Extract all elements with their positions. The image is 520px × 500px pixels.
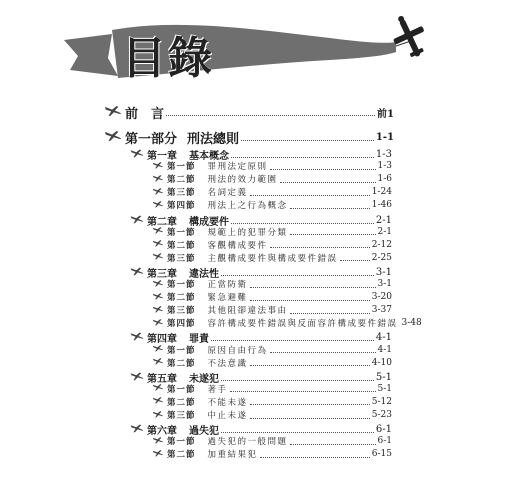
airplane-bullet-icon [104,129,122,146]
entry-title: 加重結果犯 [207,450,258,461]
entry-page: 前1 [377,109,394,120]
entry-page: 6-15 [371,449,392,460]
leader-dots [260,457,370,458]
leader-dots [241,140,374,141]
airplane-bullet-icon [130,148,144,161]
entry-title: 客觀構成要件 [207,240,268,251]
airplane-icon [0,0,520,100]
entry-number: 第四節 [167,319,196,330]
entry-number: 第二節 [167,397,196,408]
entry-title: 基本概念 [189,151,229,162]
entry-title: 名詞定義 [207,188,248,199]
airplane-bullet-icon [130,331,144,344]
airplane-bullet-icon [152,252,164,263]
entry-page: 3-1 [375,266,392,278]
entry-page: 4-1 [375,332,392,344]
entry-number: 第二節 [167,358,196,369]
entry-title: 不法意識 [207,358,248,369]
airplane-bullet-icon [152,292,164,303]
entry-number: 第三節 [167,411,196,421]
airplane-bullet-icon [152,318,164,329]
entry-page: 3-1 [377,279,392,289]
entry-title: 正當防衛 [207,280,248,290]
airplane-bullet-icon [152,174,164,185]
entry-title: 罪刑法定原則 [207,162,268,173]
entry-title: 刑法上之行為概念 [207,201,288,212]
leader-dots [250,404,370,405]
leader-dots [290,208,370,209]
entry-number: 第三節 [167,188,196,199]
leader-dots [250,300,370,301]
airplane-bullet-icon [152,383,164,394]
entry-title: 其他阻卻違法事由 [207,306,288,317]
entry-page: 1-3 [377,161,392,172]
entry-page: 1-1 [375,132,394,143]
entry-page: 4-10 [371,357,392,368]
entry-page: 5-23 [371,410,392,420]
entry-page: 6-1 [377,436,392,447]
entry-title: 不能未遂 [207,397,248,408]
toc-section [152,239,392,251]
entry-page: 2-12 [371,239,392,250]
leader-dots [250,287,376,288]
leader-dots [221,275,374,276]
entry-page: 6-1 [375,424,392,436]
leader-dots [250,365,370,366]
airplane-bullet-icon [152,239,164,250]
leader-dots [290,313,370,314]
entry-page: 2-1 [375,214,392,226]
entry-title: 緊急避難 [207,293,248,304]
airplane-bullet-icon [130,371,144,384]
leader-dots [221,432,374,433]
entry-page: 1-6 [377,174,392,185]
entry-page: 1-46 [371,200,392,211]
entry-title: 規範上的犯罪分類 [207,227,288,238]
toc-section [152,357,392,369]
entry-title: 罪責 [189,334,209,346]
leader-dots [250,418,370,419]
leader-dots [290,444,376,445]
toc-section [152,160,392,172]
entry-number: 第二節 [167,293,196,304]
entry-number: 第四章 [147,334,177,346]
toc-section [152,278,392,290]
leader-dots [166,115,375,116]
leader-dots [340,260,370,261]
entry-number: 第一章 [147,151,177,162]
page-title: 目錄 [122,33,214,84]
entry-number: 第五章 [147,373,177,385]
entry-page: 3-37 [371,305,392,316]
entry-number: 第六章 [147,426,177,438]
entry-number: 第二章 [147,216,177,228]
entry-page: 5-1 [375,371,392,383]
entry-number: 第一節 [167,227,196,238]
toc-section [152,252,392,264]
entry-number: 第三節 [167,253,196,264]
entry-title: 原因自由行為 [207,345,268,356]
entry-number: 第一節 [167,162,196,173]
entry-number: 第二節 [167,450,196,461]
entry-title: 過失犯 [189,426,219,438]
entry-title: 刑法的效力範圍 [207,175,278,186]
entry-number: 第四節 [167,201,196,212]
entry-page: 4-1 [377,344,392,355]
airplane-bullet-icon [152,161,164,172]
entry-page: 3-48 [401,318,422,329]
toc-section [152,396,392,408]
entry-page: 2-25 [371,252,392,263]
airplane-bullet-icon [152,357,164,368]
toc-section [152,291,392,303]
entry-number: 第一節 [167,345,196,356]
entry-number: 第三章 [147,268,177,280]
entry-title: 未遂犯 [189,373,219,385]
leader-dots [290,234,376,235]
airplane-bullet-icon [152,200,164,211]
leader-dots [231,157,374,158]
entry-number: 第二節 [167,175,196,186]
entry-number: 第三節 [167,306,196,317]
leader-dots [231,223,374,224]
entry-page: 5-12 [371,396,392,407]
entry-page: 1-3 [375,149,392,160]
airplane-bullet-icon [152,187,164,198]
leader-dots [270,352,376,353]
toc-section [152,448,392,460]
entry-title: 過失犯的一般問題 [207,437,288,448]
entry-page: 2-1 [377,226,392,237]
airplane-bullet-icon [152,396,164,407]
entry-number: 第一節 [167,384,196,395]
toc-preface [104,103,394,122]
toc-section [152,173,392,185]
title-banner [0,0,520,100]
leader-dots [221,380,374,381]
leader-dots [250,195,370,196]
toc-section [152,344,392,356]
airplane-bullet-icon [152,305,164,316]
airplane-bullet-icon [152,226,164,237]
entry-title: 刑法總則 [187,132,240,147]
airplane-bullet-icon [152,449,164,460]
airplane-bullet-icon [152,279,164,290]
entry-number: 第二節 [167,240,196,251]
entry-title: 構成要件 [189,216,229,228]
toc-section [152,317,422,330]
leader-dots [230,391,376,392]
leader-dots [211,340,374,341]
entry-page: 3-20 [371,292,392,303]
entry-page: 1-24 [371,187,392,198]
airplane-bullet-icon [130,266,144,279]
toc-section [152,199,392,211]
leader-dots [270,247,370,248]
airplane-bullet-icon [130,423,144,436]
toc-section [152,409,392,421]
entry-title: 中止未遂 [207,411,248,421]
leader-dots [270,169,376,170]
entry-title: 主觀構成要件與構成要件錯誤 [207,253,338,264]
entry-title: 違法性 [189,268,219,280]
airplane-bullet-icon [130,214,144,227]
toc-section [152,226,392,238]
entry-title: 前 言 [125,107,165,122]
airplane-bullet-icon [152,344,164,355]
entry-number: 第一部分 [125,132,178,147]
airplane-bullet-icon [104,104,122,121]
leader-dots [280,182,376,183]
entry-title: 著手 [207,384,228,395]
airplane-bullet-icon [152,436,164,447]
toc-section [152,435,392,447]
entry-number: 第一節 [167,437,196,448]
toc-section [152,186,392,198]
toc-part [104,128,394,147]
entry-title: 容許構成要件錯誤與反面容許構成要件錯誤 [207,319,398,330]
entry-page: 5-1 [377,383,392,394]
entry-number: 第一節 [167,280,196,290]
toc-section [152,304,392,316]
toc-section [152,383,392,395]
airplane-bullet-icon [152,410,164,421]
